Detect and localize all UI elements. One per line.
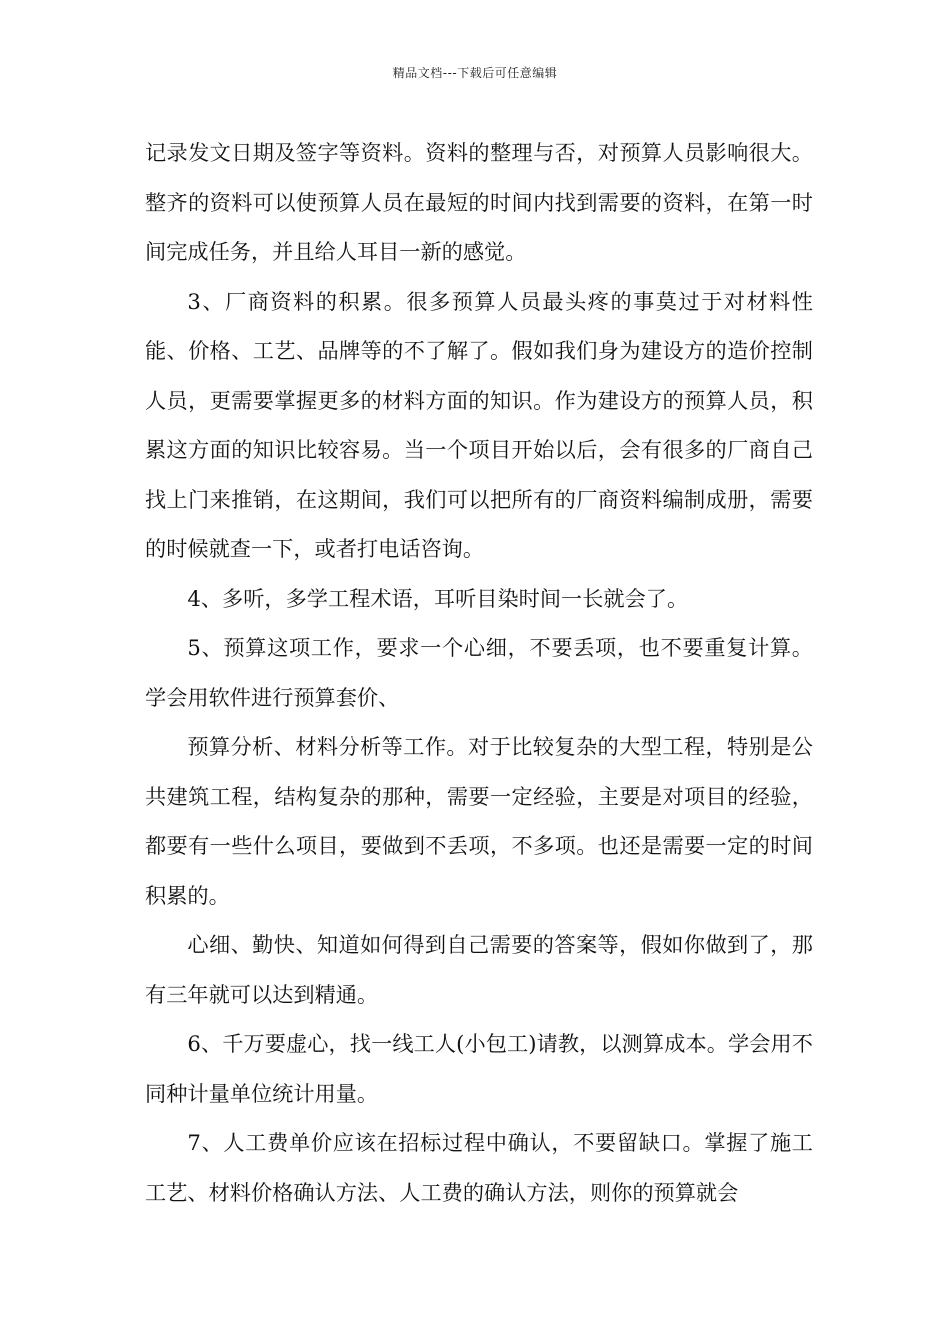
paragraph-6: 心细、勤快、知道如何得到自己需要的答案等，假如你做到了，那有三年就可以达到精通。 bbox=[145, 932, 813, 1007]
page-header: 精品文档---下载后可任意编辑 bbox=[392, 66, 558, 80]
paragraph-7: 6、千万要虚心，找一线工人(小包工)请教，以测算成本。学会用不同种计量单位统计用量。 bbox=[145, 1031, 813, 1106]
document-body bbox=[145, 128, 813, 1217]
paragraph-5: 预算分析、材料分析等工作。对于比较复杂的大型工程，特别是公共建筑工程，结构复杂的那种，需要一定经验，主要是对项目的经验，都要有一些什么项目，要做到不丢项，不多项。也还是需要一定的时间积累的。 bbox=[145, 734, 813, 908]
paragraph-3: 4、多听，多学工程术语，耳听目染时间一长就会了。 bbox=[187, 585, 689, 611]
paragraph-1: 记录发文日期及签字等资料。资料的整理与否，对预算人员影响很大。整齐的资料可以使预算人员在最短的时间内找到需要的资料，在第一时间完成任务，并且给人耳目一新的感觉。 bbox=[145, 140, 813, 264]
paragraph-4: 5、预算这项工作，要求一个心细，不要丢项，也不要重复计算。学会用软件进行预算套价、 bbox=[145, 635, 813, 710]
paragraph-2: 3、厂商资料的积累。很多预算人员最头疼的事莫过于对材料性能、价格、工艺、品牌等的不了解了。假如我们身为建设方的造价控制人员，更需要掌握更多的材料方面的知识。作为建设方的预算人员，积累这方面的知识比较容易。当一个项目开始以后，会有很多的厂商自己找上门来推销，在这期间，我们可以把所有的厂商资料编制成册，需要的时候就查一下，或者打电话咨询。 bbox=[145, 288, 813, 561]
paragraph-8: 7、人工费单价应该在招标过程中确认，不要留缺口。掌握了施工工艺、材料价格确认方法、人工费的确认方法，则你的预算就会 bbox=[145, 1130, 813, 1205]
